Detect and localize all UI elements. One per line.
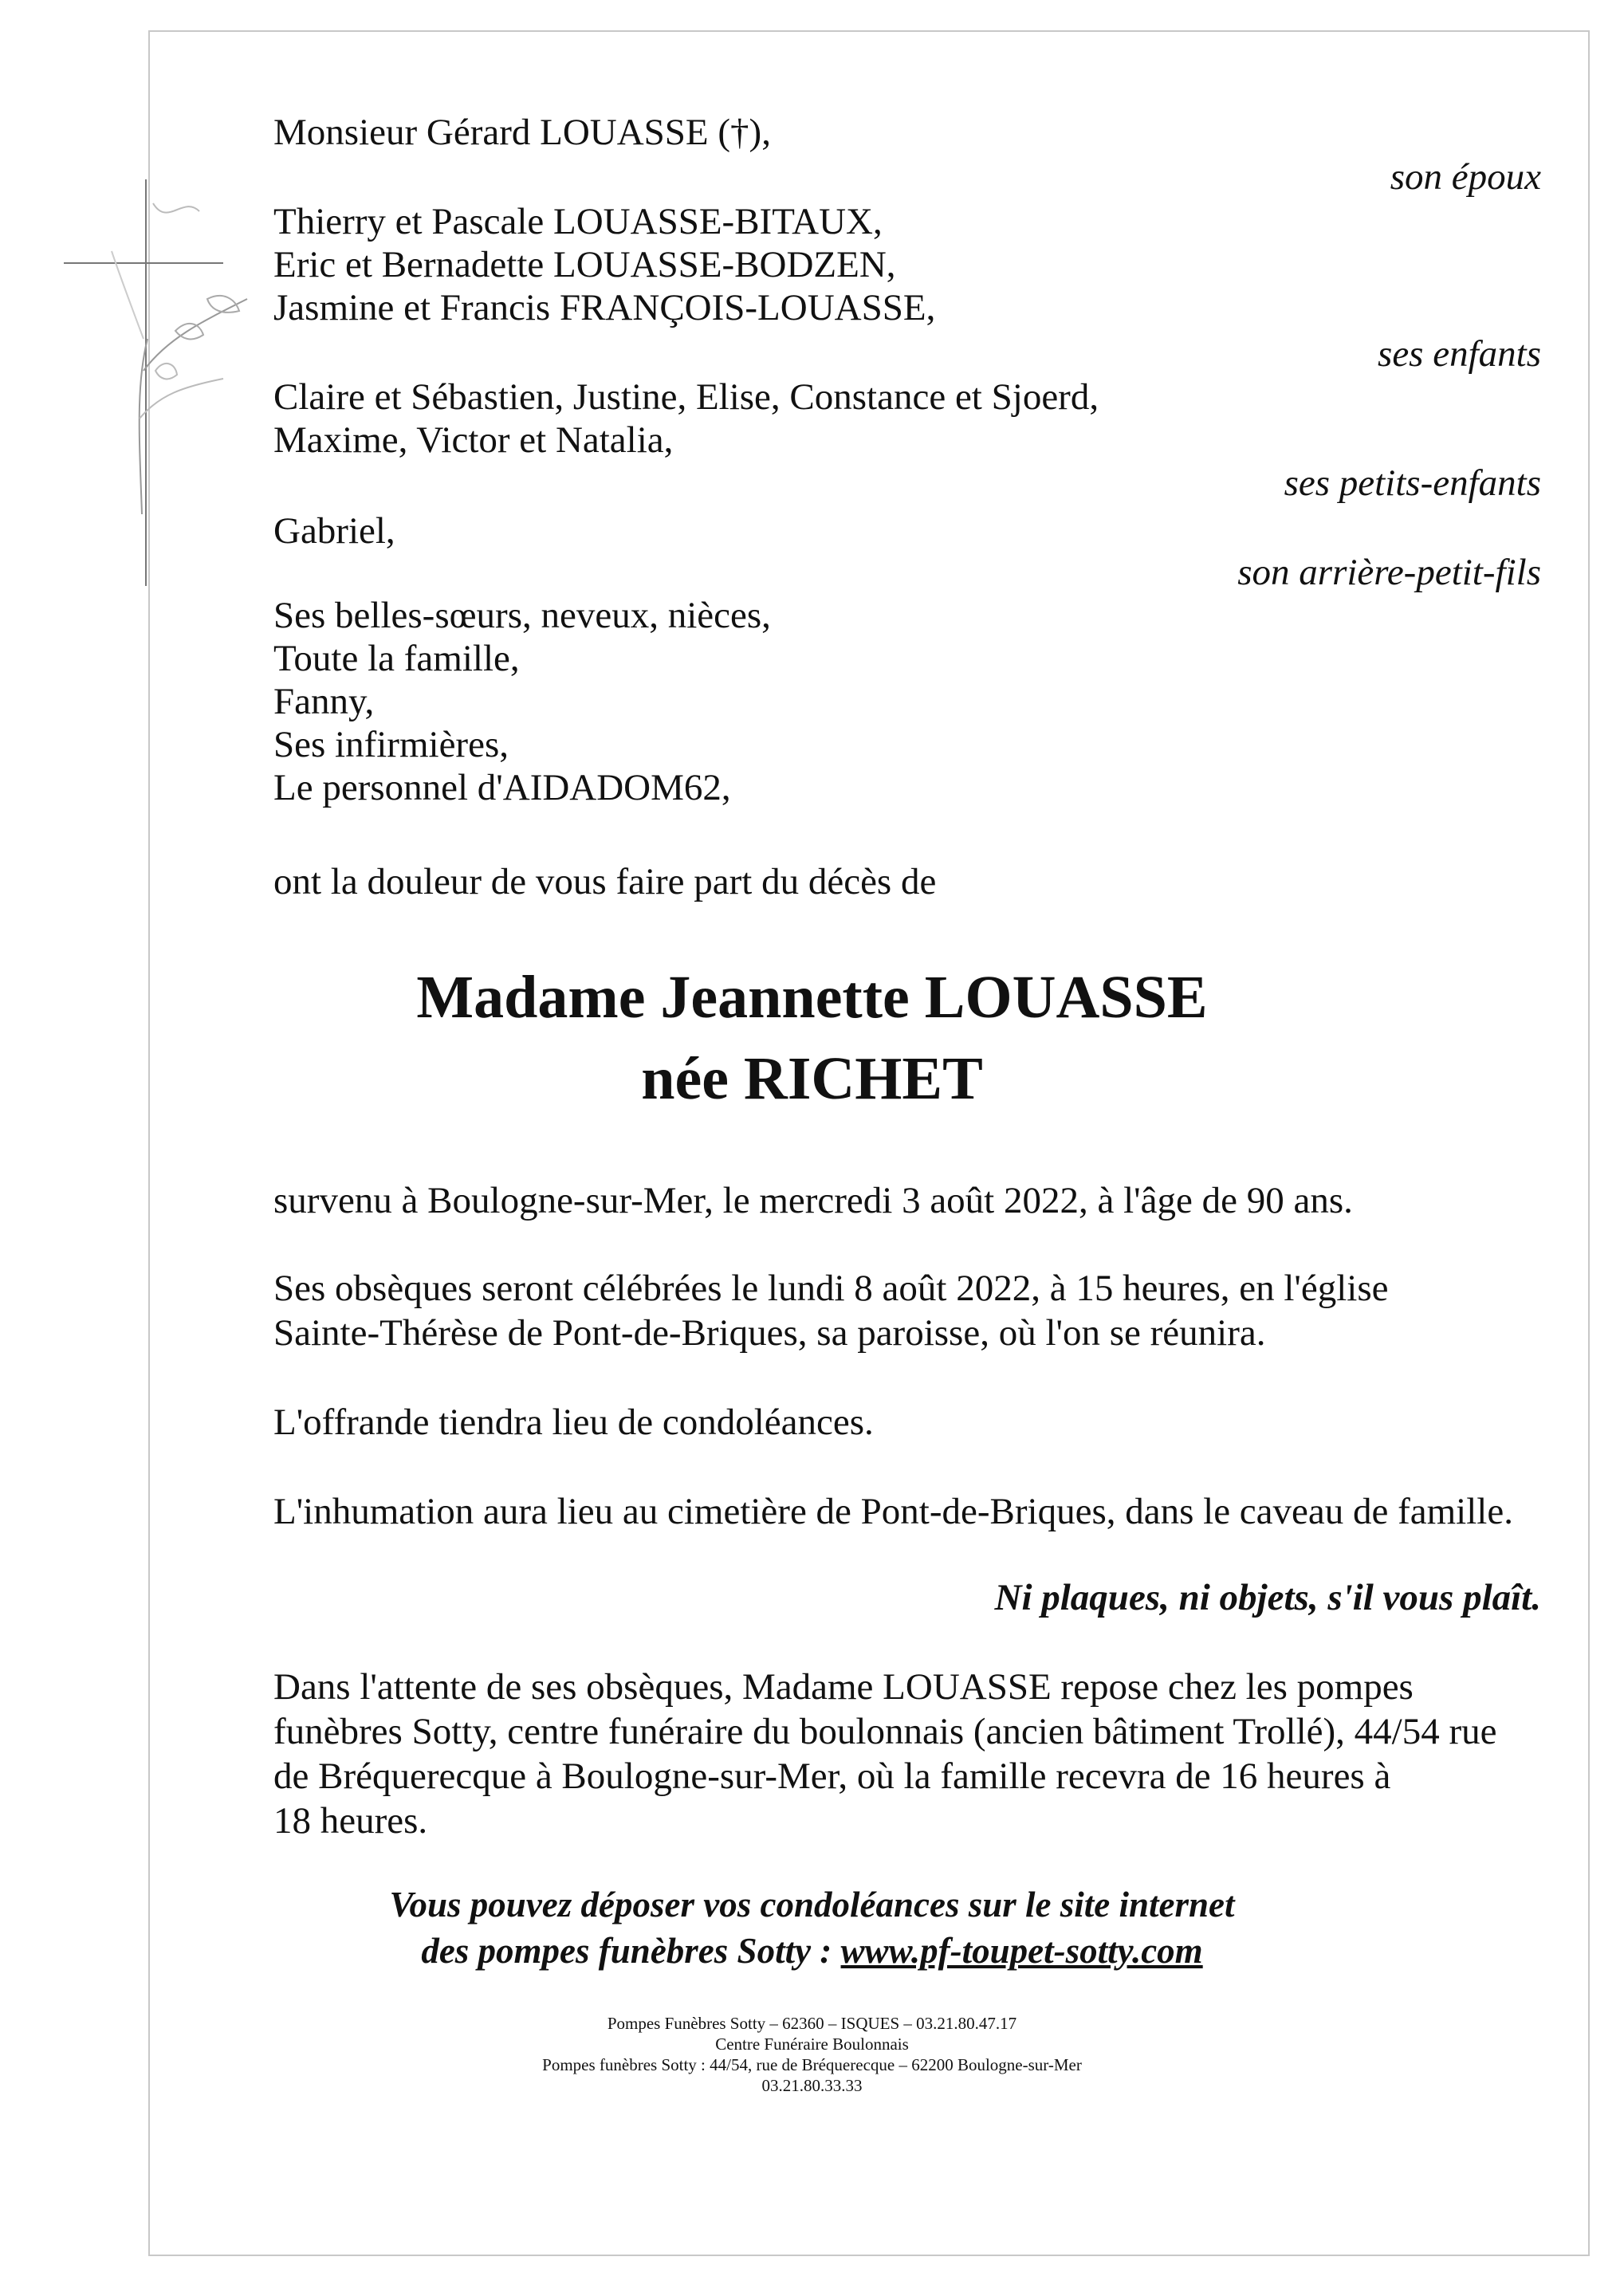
condolences-prefix: des pompes funèbres Sotty : [421,1931,841,1971]
relative-line: Ses infirmières, [273,724,509,765]
condolences-line: Vous pouvez déposer vos condoléances sur le site internet [389,1885,1235,1924]
footer-line: Centre Funéraire Boulonnais [715,2035,909,2054]
relative-line: Le personnel d'AIDADOM62, [273,767,731,808]
relative-line: Fanny, [273,681,375,722]
child-line: Eric et Bernadette LOUASSE-BODZEN, [273,244,896,285]
footer-line: Pompes Funèbres Sotty – 62360 – ISQUES – 03.21.80.47.17 [607,2014,1017,2033]
footer-line: Pompes funèbres Sotty : 44/54, rue de Bréquerecque – 62200 Boulogne-sur-Mer [542,2055,1082,2074]
rest-paragraph-line: Dans l'attente de ses obsèques, Madame LOUASSE repose chez les pompes [273,1666,1414,1708]
offering-paragraph: L'offrande tiendra lieu de condoléances. [273,1402,874,1443]
great-grandchild-role: son arrière-petit-fils [1237,552,1541,593]
child-line: Jasmine et Francis FRANÇOIS-LOUASSE, [273,287,936,328]
rest-paragraph-line: de Bréquerecque à Boulogne-sur-Mer, où la famille recevra de 16 heures à [273,1755,1391,1797]
death-paragraph: survenu à Boulogne-sur-Mer, le mercredi 3 août 2022, à l'âge de 90 ans. [273,1180,1353,1221]
cross-lily-icon [64,179,271,594]
great-grandchild-line: Gabriel, [273,510,395,552]
condolences-line [0,1928,1624,1974]
deceased-maiden-name: née RICHET [641,1045,983,1112]
rest-paragraph-line: funèbres Sotty, centre funéraire du boulonnais (ancien bâtiment Trollé), 44/54 rue [273,1711,1497,1752]
relative-line: Ses belles-sœurs, neveux, nièces, [273,595,771,636]
footer-line: 03.21.80.33.33 [761,2076,863,2095]
spouse-line: Monsieur Gérard LOUASSE (†), [273,112,771,153]
burial-paragraph: L'inhumation aura lieu au cimetière de Pont-de-Briques, dans le caveau de famille. [273,1491,1513,1532]
funeral-paragraph-line: Ses obsèques seront célébrées le lundi 8 août 2022, à 15 heures, en l'église [273,1268,1389,1309]
deceased-name: Madame Jeannette LOUASSE [416,964,1208,1031]
grandchild-line: Claire et Sébastien, Justine, Elise, Constance et Sjoerd, [273,376,1099,418]
child-line: Thierry et Pascale LOUASSE-BITAUX, [273,201,883,242]
grandchild-line: Maxime, Victor et Natalia, [273,419,674,461]
announcement-intro: ont la douleur de vous faire part du décès de [273,861,937,902]
spouse-role: son époux [1390,156,1541,198]
condolences-url-link[interactable]: www.pf-toupet-sotty.com [840,1931,1203,1971]
grandchildren-role: ses petits-enfants [1284,462,1541,504]
relative-line: Toute la famille, [273,638,520,679]
no-plaques-note: Ni plaques, ni objets, s'il vous plaît. [994,1577,1541,1618]
rest-paragraph-line: 18 heures. [273,1800,428,1842]
funeral-paragraph-line: Sainte-Thérèse de Pont-de-Briques, sa paroisse, où l'on se réunira. [273,1312,1266,1354]
children-role: ses enfants [1378,333,1541,375]
